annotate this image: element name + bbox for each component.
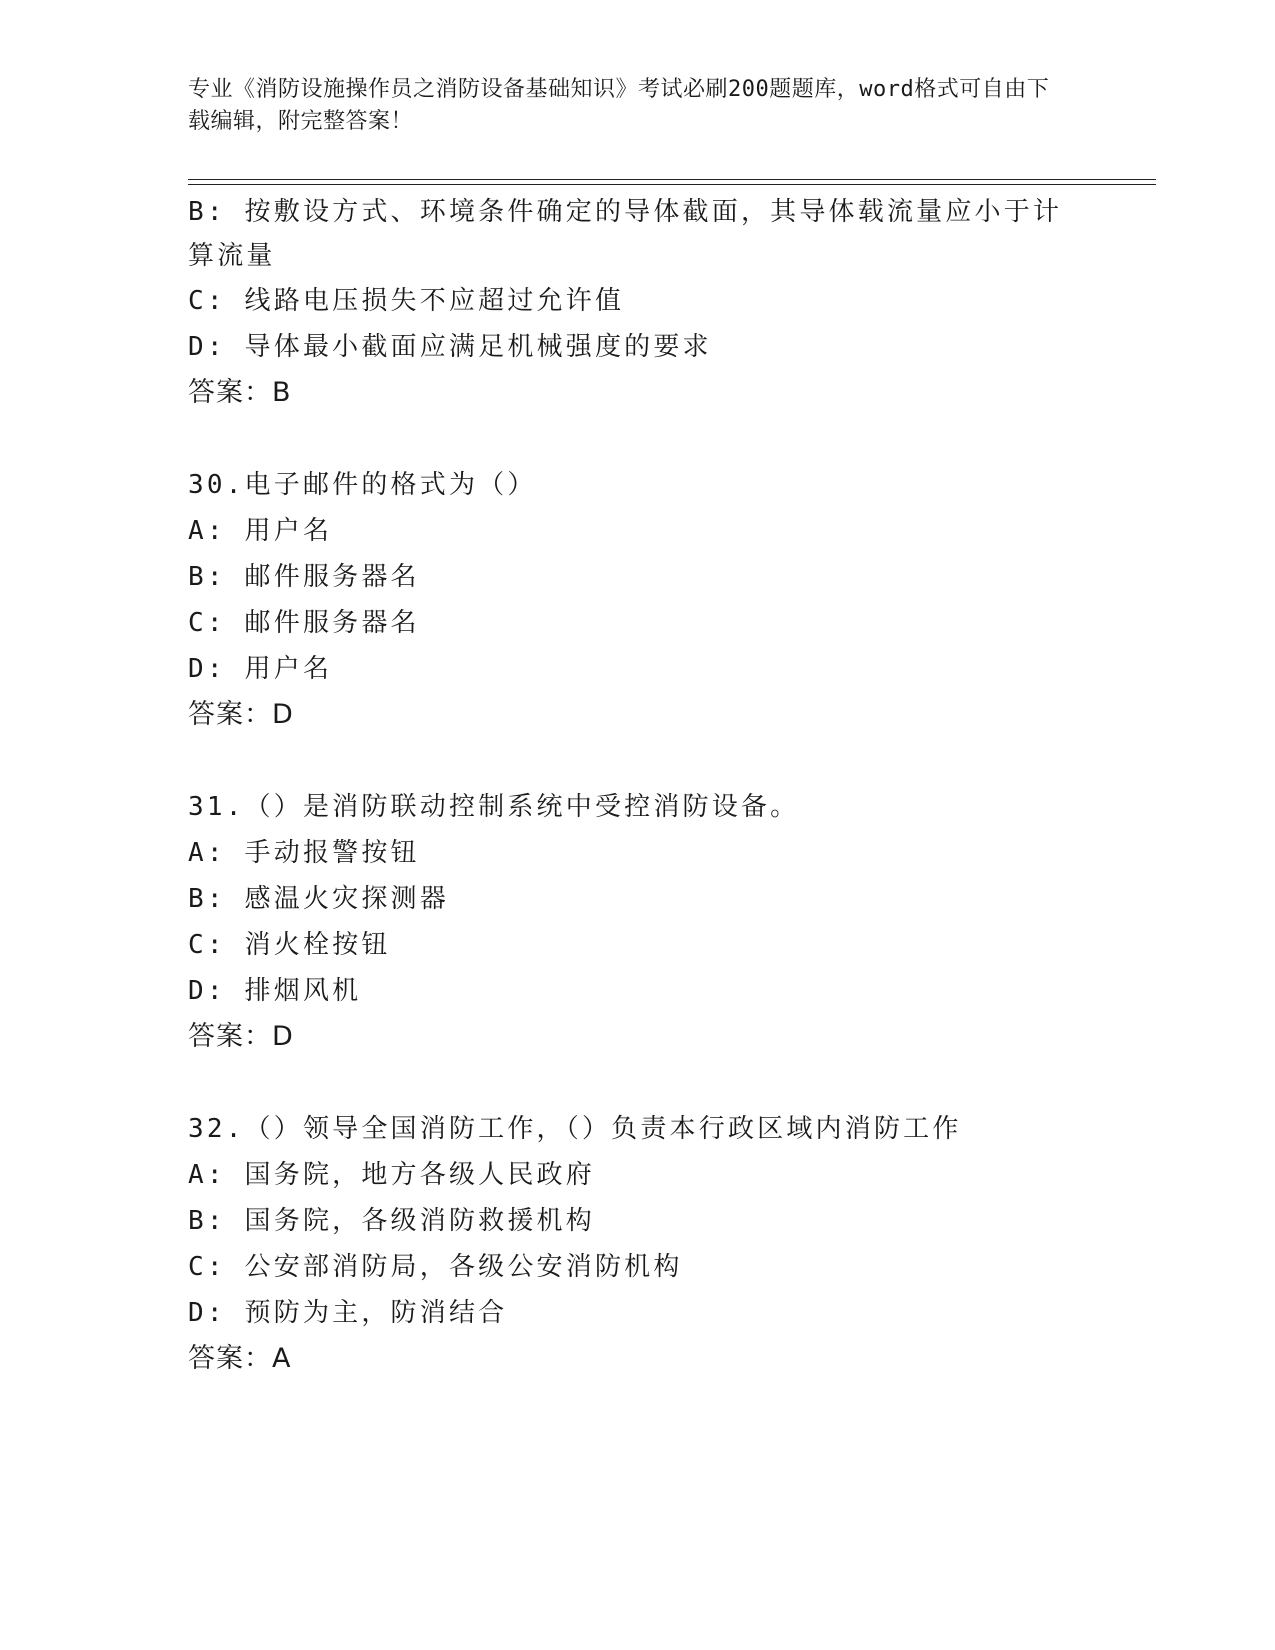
- option-d: D: 导体最小截面应满足机械强度的要求: [188, 332, 712, 362]
- option-c: C: 邮件服务器名: [188, 608, 420, 638]
- option-d: D: 用户名: [188, 654, 333, 684]
- question-31: [188, 784, 1088, 1060]
- spacer: [188, 416, 1088, 462]
- option-b: B: 按敷设方式、环境条件确定的导体截面，其导体载流量应小于计算流量: [188, 197, 1063, 271]
- option-a: A: 用户名: [188, 516, 333, 546]
- option-c: C: 线路电压损失不应超过允许值: [188, 286, 625, 316]
- question-stem: 30.电子邮件的格式为（）: [188, 470, 537, 500]
- option-a: A: 国务院，地方各级人民政府: [188, 1160, 595, 1190]
- option-b: B: 感温火灾探测器: [188, 884, 449, 914]
- header-divider-bottom: [188, 184, 1156, 185]
- answer-line: 答案：D: [188, 1021, 294, 1052]
- answer-line: 答案：D: [188, 699, 294, 730]
- option-b: B: 国务院，各级消防救援机构: [188, 1206, 595, 1236]
- option-a: A: 手动报警按钮: [188, 838, 420, 868]
- spacer: [188, 738, 1088, 784]
- question-list: [188, 190, 1088, 1382]
- option-d: D: 预防为主，防消结合: [188, 1298, 508, 1328]
- document-header: 专业《消防设施操作员之消防设备基础知识》考试必刷200题题库，word格式可自由下载编辑，附完整答案！: [188, 77, 1050, 134]
- spacer: [188, 1060, 1088, 1106]
- question-stem: 31.（）是消防联动控制系统中受控消防设备。: [188, 792, 800, 822]
- option-c: C: 公安部消防局，各级公安消防机构: [188, 1252, 683, 1282]
- question-stem: 32.（）领导全国消防工作，（）负责本行政区域内消防工作: [188, 1114, 962, 1144]
- question-fragment: [188, 190, 1088, 416]
- option-d: D: 排烟风机: [188, 976, 362, 1006]
- answer-line: 答案：B: [188, 377, 292, 408]
- question-30: [188, 462, 1088, 738]
- answer-line: 答案：A: [188, 1343, 292, 1374]
- option-b: B: 邮件服务器名: [188, 562, 420, 592]
- question-32: [188, 1106, 1088, 1382]
- header-divider-top: [188, 179, 1156, 180]
- option-c: C: 消火栓按钮: [188, 930, 391, 960]
